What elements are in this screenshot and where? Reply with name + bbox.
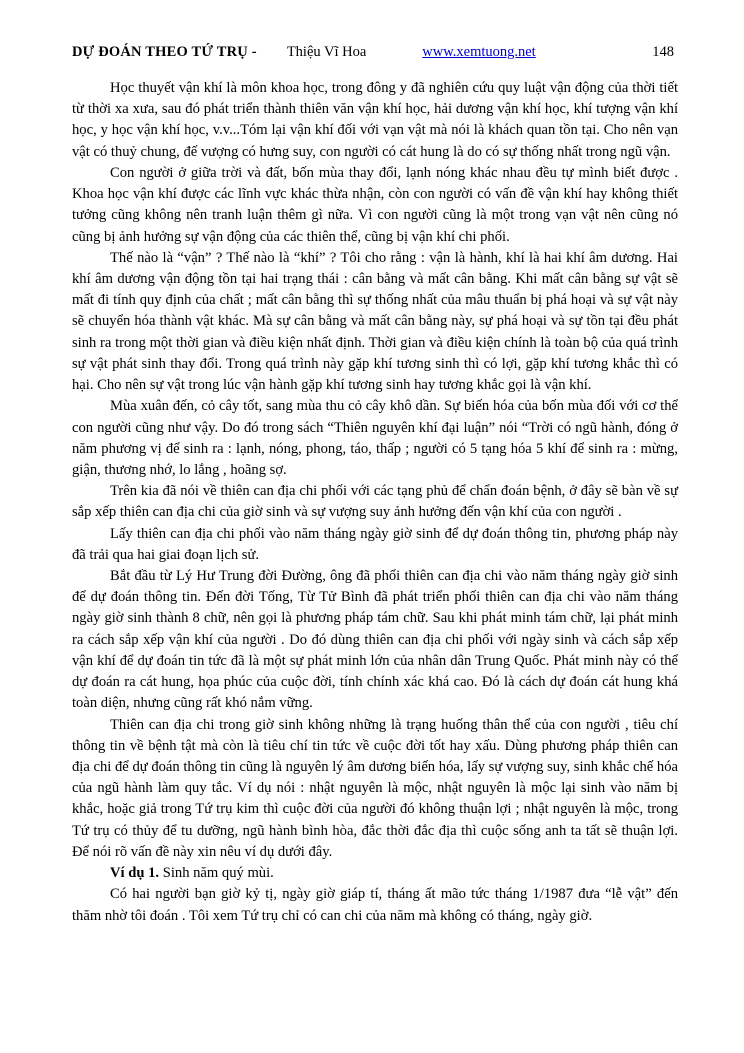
paragraph: Bắt đầu từ Lý Hư Trung đời Đường, ông đã phối thiên can địa chi vào năm tháng ngày giờ sinh để dự đoán thông tin. Đến đời Tống, Từ Tử Bình đã phát triển phối thiên can địa chi vào năm tháng ngày giờ sinh thành 8 chữ, nên gọi là phương pháp tám chữ. Sau khi phát minh tám chữ, lại phát minh ra cách sắp xếp vận khí của người . Do đó dùng thiên can địa chi phối với ngày sinh và cách sắp xếp vận khí để dự đoán tin tức đã là một sự phát minh lớn của nhân dân Trung Quốc. Phát minh này có thể dự đoán ra cát hung, họa phúc của cuộc đời, tính chính xác khá cao. Đó là cách dự đoán cát hung khá toàn diện, nhưng cũng rất khó nắm vững. [72,568,678,712]
website-link[interactable]: www.xemtuong.net [422,44,536,60]
body-text [72,78,678,927]
page-header [72,44,678,70]
example-heading [72,863,678,884]
paragraph: Thế nào là “vận” ? Thế nào là “khí” ? Tôi cho rằng : vận là hành, khí là hai khí âm dương. Hai khí âm dương vận động tồn tại hai trạng thái : cân bằng và mất cân bằng. Khi mất cân bằng sự vật sẽ mất đi tính quy định của chất ; mất cân bằng thì sự thống nhất của mâu thuẩn bị phá hoại và sự vật này sẽ chuyển hóa thành vật khác. Mà sự cân bằng và mất cân bằng này, sự phá hoại và sự tồn tại đều phát sinh ra trong một thời gian và điều kiện nhất định. Thời gian và điều kiện chính là toàn bộ của quá trình sự vật phát sinh thay đổi. Trong quá trình này gặp khí tương sinh thì có lợi, gặp khí tương khắc thì có hại. Cho nên sự vật trong lúc vận hành gặp khí tương sinh hay tương khắc gọi là vận khí. [72,249,678,394]
book-title: DỰ ĐOÁN THEO TỨ TRỤ - [72,44,257,60]
paragraph: Trên kia đã nói về thiên can địa chi phối với các tạng phủ để chẩn đoán bệnh, ở đây sẽ bàn về sự sắp xếp thiên can địa chi của giờ sinh và sự vượng suy ảnh hưởng đến vận khí của con người . [72,483,678,521]
example-paragraph: Có hai người bạn giờ kỷ tị, ngày giờ giáp tí, tháng ất mão tức tháng 1/1987 đưa “lễ vật” đến thăm nhờ tôi đoán . Tôi xem Tứ trụ chỉ có can chi của năm mà không có tháng, ngày giờ. [72,886,678,924]
paragraph: Lấy thiên can địa chi phối vào năm tháng ngày giờ sinh để dự đoán thông tin, phương pháp này đã trải qua hai giai đoạn lịch sử. [72,525,678,563]
example-label: Ví dụ 1. [110,865,160,882]
example-title: Sinh năm quý mùi. [159,865,274,882]
author-name: Thiệu Vĩ Hoa [286,44,367,60]
paragraph: Học thuyết vận khí là môn khoa học, trong đông y đã nghiên cứu quy luật vận động của thời tiết từ thời xa xưa, sau đó phát triển thành thiên văn vận khí học, hải dương vận khí học, khí tượng vận khí học, y học vận khí học, v.v...Tóm lại vận khí đối với vạn vật mà nói là khách quan tồn tại. Cho nên vạn vật có thuỷ chung, đế vượng có hưng suy, con người có cát hung là do có sự thống nhất trong ngũ vận. [72,80,678,160]
page-number: 148 [652,44,674,60]
paragraph: Con người ở giữa trời và đất, bốn mùa thay đổi, lạnh nóng khác nhau đều tự mình biết được . Khoa học vận khí được các lĩnh vực khác thừa nhận, còn con người có vấn đề vận khí hay không thiết tưởng cũng không nên tranh luận thêm gì nữa. Vì con người cũng là một trong vạn vật nên cũng nó cũng bị ảnh hưởng sự vận động của các thiên thể, cũng bị vận khí chi phối. [72,164,678,245]
paragraph: Thiên can địa chi trong giờ sinh không những là trạng huống thân thể của con người , tiêu chí thông tin về bệnh tật mà còn là tiêu chí tin tức về cuộc đời tốt hay xấu. Dùng phương pháp thiên can địa chi để dự đoán thông tin cũng là nguyên lý âm dương biến hóa, lấy sự vượng suy, sinh khắc chế hóa của ngũ hành làm quy tắc. Ví dụ nói : nhật nguyên là mộc, nhật nguyên là mộc lại sinh vào năm bị khắc, hoặc giả trong Tứ trụ kim thì cuộc đời của người đó không thuận lợi ; nhật nguyên là mộc, trong Tứ trụ có thủy để tu dưỡng, ngũ hành bình hòa, đắc thời đắc địa thì cuộc sống anh ta tất sẽ thuận lợi. Để nói rõ vấn đề này xin nêu ví dụ dưới đây. [72,716,678,860]
paragraph: Mùa xuân đến, cỏ cây tốt, sang mùa thu cỏ cây khô dần. Sự biến hóa của bốn mùa đối với cơ thể con người cũng như vậy. Do đó trong sách “Thiên nguyên khí đại luận” nói “Trời có ngũ hành, đóng ở năm phương vị để sinh ra : lạnh, nóng, phong, táo, thấp ; người có 5 tạng hóa 5 khí để sinh ra : mừng, giận, thương nhớ, lo lắng , hoãng sợ. [72,398,678,478]
